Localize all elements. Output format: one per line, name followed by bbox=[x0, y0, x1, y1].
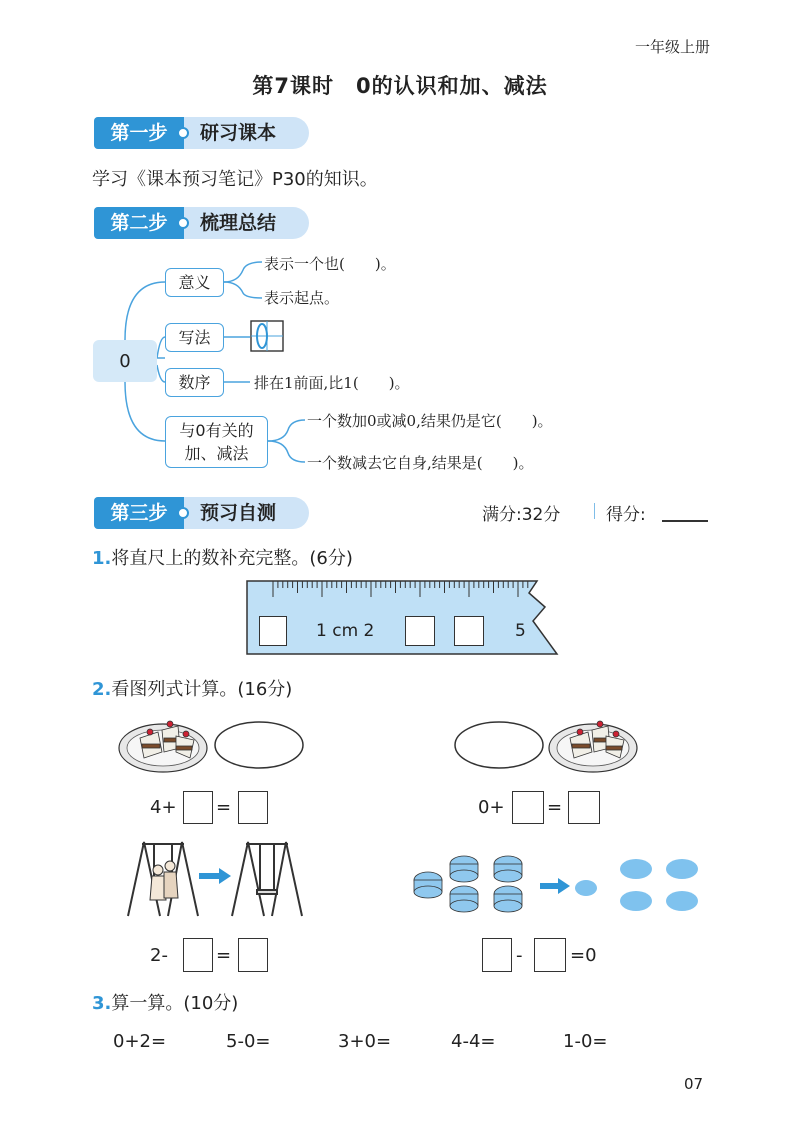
ruler-label-5: 5 bbox=[515, 621, 526, 641]
q3-num: 3. bbox=[92, 993, 112, 1014]
eq1-blank-2[interactable] bbox=[238, 791, 268, 824]
calc-item: 1-0= bbox=[563, 1031, 608, 1052]
eq4-minus: - bbox=[516, 945, 523, 966]
q2-text: 看图列式计算。(16分) bbox=[111, 679, 293, 700]
mindmap-center: 0 bbox=[93, 340, 157, 382]
eq1-prefix: 4+ bbox=[150, 797, 177, 818]
eq2-blank-1[interactable] bbox=[512, 791, 544, 824]
order-text: 排在1前面,比1( )。 bbox=[254, 374, 410, 392]
calc-item: 3+0= bbox=[338, 1031, 392, 1052]
page-title: 第7课时 0的认识和加、减法 bbox=[252, 74, 548, 98]
grade-label: 一年级上册 bbox=[634, 38, 710, 56]
eq1-blank-1[interactable] bbox=[183, 791, 213, 824]
calc-item: 5-0= bbox=[226, 1031, 271, 1052]
calc-item: 0+2= bbox=[113, 1031, 167, 1052]
mindmap-order: 数序 bbox=[165, 368, 224, 397]
meaning-line2: 表示起点。 bbox=[264, 289, 340, 307]
step2-label: 第二步 bbox=[94, 207, 184, 239]
meaning-line1: 表示一个也( )。 bbox=[264, 255, 396, 273]
empty-swing-image bbox=[228, 838, 308, 918]
mindmap-writing: 写法 bbox=[165, 323, 224, 352]
mindmap-calc bbox=[165, 416, 268, 468]
q1-num: 1. bbox=[92, 548, 112, 569]
calc-item: 4-4= bbox=[451, 1031, 496, 1052]
calc-line1: 一个数加0或减0,结果仍是它( )。 bbox=[307, 412, 553, 430]
empty-plate-image bbox=[214, 720, 304, 770]
empty-blue-plates-image bbox=[574, 855, 704, 915]
empty-plate-image bbox=[454, 720, 544, 770]
ruler-label-1-2: 1 cm 2 bbox=[316, 621, 375, 641]
plate-with-cakes-image bbox=[118, 708, 218, 778]
q2-title bbox=[92, 675, 292, 701]
eq3-prefix: 2- bbox=[150, 945, 168, 966]
mindmap-calc-line1: 与0有关的 bbox=[179, 421, 254, 440]
eq2-blank-2[interactable] bbox=[568, 791, 600, 824]
eq2-prefix: 0+ bbox=[478, 797, 505, 818]
plate-with-cakes-image bbox=[548, 708, 648, 778]
step2-title: 梳理总结 bbox=[200, 212, 277, 234]
swing-with-children-image bbox=[124, 838, 204, 918]
eq2-equals: = bbox=[547, 797, 563, 818]
eq1-equals: = bbox=[216, 797, 232, 818]
eq4-blank-1[interactable] bbox=[482, 938, 512, 972]
mindmap-meaning: 意义 bbox=[165, 268, 224, 297]
zero-writing-grid bbox=[250, 320, 290, 354]
step1-title: 研习课本 bbox=[200, 122, 277, 144]
mindmap-calc-line2: 加、减法 bbox=[184, 444, 249, 463]
ruler-blank-3[interactable] bbox=[405, 616, 435, 646]
eq3-blank-1[interactable] bbox=[183, 938, 213, 972]
ruler-blank-4[interactable] bbox=[454, 616, 484, 646]
q3-text: 算一算。(10分) bbox=[111, 993, 239, 1014]
eq4-blank-2[interactable] bbox=[534, 938, 566, 972]
step3-header bbox=[94, 497, 309, 529]
score-label: 得分: bbox=[606, 505, 646, 525]
arrow-right-icon bbox=[538, 876, 578, 896]
score-blank[interactable] bbox=[662, 520, 708, 522]
score-divider bbox=[594, 503, 595, 519]
eq4-equals-zero: =0 bbox=[570, 945, 597, 966]
q1-text: 将直尺上的数补充完整。(6分) bbox=[111, 548, 353, 569]
page-number: 07 bbox=[684, 1075, 704, 1093]
step3-label: 第三步 bbox=[94, 497, 184, 529]
ruler-blank-0[interactable] bbox=[259, 616, 287, 646]
step-dot-icon bbox=[177, 507, 189, 519]
full-score: 满分:32分 bbox=[482, 505, 561, 525]
eq3-blank-2[interactable] bbox=[238, 938, 268, 972]
cakes-group-image bbox=[406, 850, 546, 920]
calc-line2: 一个数减去它自身,结果是( )。 bbox=[307, 454, 534, 472]
q3-title bbox=[92, 989, 238, 1015]
eq3-equals: = bbox=[216, 945, 232, 966]
q1-title bbox=[92, 544, 353, 570]
step1-label: 第一步 bbox=[94, 117, 184, 149]
step1-text: 学习《课本预习笔记》P30的知识。 bbox=[92, 169, 378, 190]
step3-title: 预习自测 bbox=[200, 502, 277, 524]
q2-num: 2. bbox=[92, 679, 112, 700]
